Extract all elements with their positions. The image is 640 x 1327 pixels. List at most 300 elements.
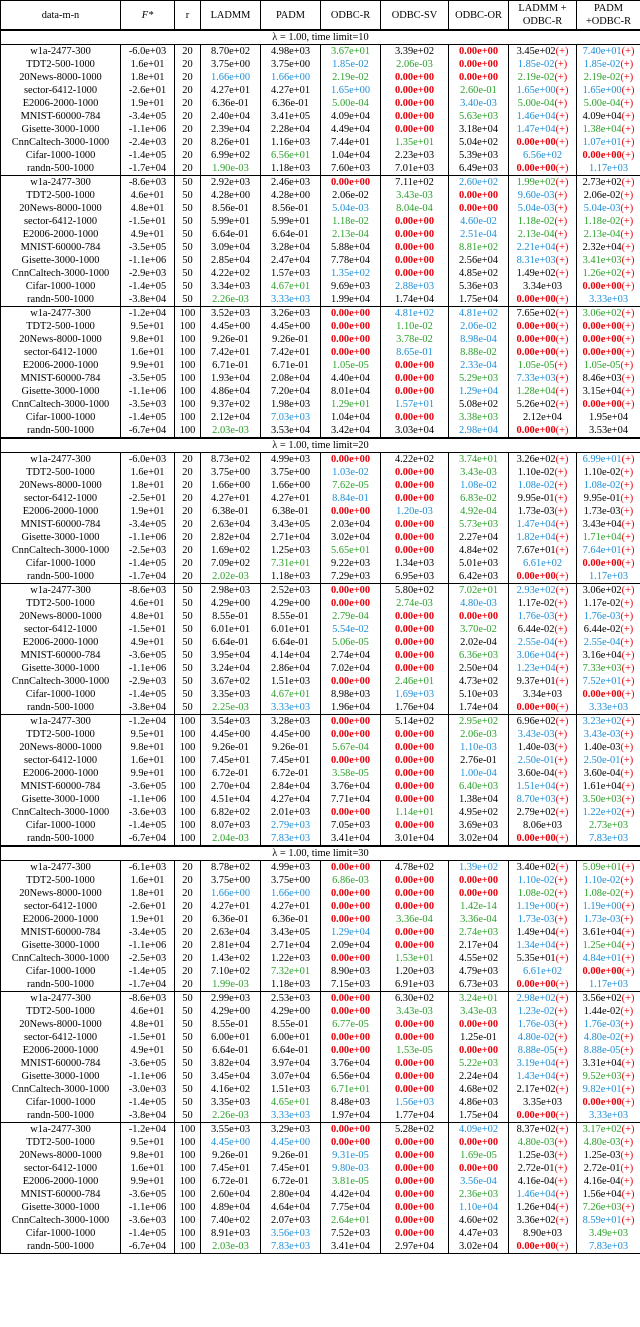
cell-dataset: w1a-2477-300 xyxy=(1,584,121,598)
cell-value: 4.27e+01 xyxy=(210,901,251,912)
cell-value: 8.55e-01 xyxy=(212,1019,249,1030)
table-row xyxy=(1,1044,640,1057)
improvement-marker: (+) xyxy=(621,321,635,332)
cell-padm-odbc-r xyxy=(577,162,640,176)
cell-value: 0.00e+00 xyxy=(330,729,371,740)
cell-value: 0.00e+00 xyxy=(330,716,371,727)
improvement-marker: (+) xyxy=(555,1110,569,1121)
section-title: λ = 1.00, time limit=30 xyxy=(1,846,640,861)
cell-ladmm-odbc-r xyxy=(509,688,577,701)
cell-fstar: -1.5e+01 xyxy=(121,623,175,636)
cell-value: 3.34e+03 xyxy=(522,281,563,292)
cell-odbc-r xyxy=(321,97,381,110)
cell-value: 0.00e+00 xyxy=(458,190,499,201)
cell-ladmm xyxy=(201,570,261,584)
table-row xyxy=(1,293,640,307)
cell-odbc-r xyxy=(321,610,381,623)
cell-value: 0.00e+00 xyxy=(394,1084,435,1095)
cell-padm xyxy=(261,754,321,767)
cell-padm xyxy=(261,662,321,675)
cell-ladmm xyxy=(201,992,261,1006)
cell-padm xyxy=(261,1123,321,1137)
improvement-marker: (+) xyxy=(555,124,569,135)
cell-rank: 20 xyxy=(175,887,201,900)
cell-odbc-sv xyxy=(381,411,449,424)
cell-value: 3.67e+01 xyxy=(330,46,371,57)
cell-dataset: randn-500-1000 xyxy=(1,424,121,438)
cell-value: 1.46e+04 xyxy=(516,111,556,122)
cell-odbc-r xyxy=(321,385,381,398)
cell-padm-odbc-r xyxy=(577,293,640,307)
cell-value: 0.00e+00 xyxy=(394,901,435,912)
cell-ladmm xyxy=(201,715,261,729)
cell-value: 0.00e+00 xyxy=(330,862,371,873)
cell-value: 6.71e-01 xyxy=(272,360,309,371)
cell-padm-odbc-r xyxy=(577,780,640,793)
cell-dataset: CnnCaltech-3000-1000 xyxy=(1,1214,121,1227)
cell-padm-odbc-r xyxy=(577,1005,640,1018)
cell-value: 4.49e+04 xyxy=(330,124,371,135)
cell-value: 0.00e+00 xyxy=(394,927,435,938)
cell-value: 1.66e+00 xyxy=(270,888,311,899)
cell-rank: 20 xyxy=(175,913,201,926)
cell-padm xyxy=(261,623,321,636)
cell-value: 0.00e+00 xyxy=(394,493,435,504)
cell-value: 3.28e+04 xyxy=(270,242,311,253)
cell-rank: 20 xyxy=(175,557,201,570)
cell-dataset: Gisette-3000-1000 xyxy=(1,123,121,136)
cell-padm xyxy=(261,97,321,110)
cell-dataset: E2006-2000-1000 xyxy=(1,97,121,110)
cell-padm-odbc-r xyxy=(577,398,640,411)
cell-rank: 20 xyxy=(175,518,201,531)
cell-value: 7.45e+01 xyxy=(270,755,311,766)
improvement-marker: (+) xyxy=(554,637,568,648)
cell-value: 3.03e+04 xyxy=(394,425,435,436)
cell-value: 2.74e+03 xyxy=(458,927,499,938)
cell-ladmm-odbc-r xyxy=(509,518,577,531)
cell-fstar: -3.5e+05 xyxy=(121,372,175,385)
cell-value: 0.00e+00 xyxy=(516,571,556,582)
improvement-marker: (+) xyxy=(620,203,634,214)
improvement-marker: (+) xyxy=(555,545,569,556)
cell-ladmm xyxy=(201,767,261,780)
cell-value: 6.64e-01 xyxy=(212,229,249,240)
table-row xyxy=(1,1240,640,1254)
cell-value: 8.91e+03 xyxy=(210,1228,251,1239)
cell-odbc-or xyxy=(449,254,509,267)
cell-value: 6.71e+01 xyxy=(330,1084,371,1095)
improvement-marker: (+) xyxy=(555,532,569,543)
cell-value: 2.60e+02 xyxy=(458,177,499,188)
table-row xyxy=(1,333,640,346)
cell-value: 7.02e+04 xyxy=(330,663,371,674)
improvement-marker: (+) xyxy=(555,399,569,410)
cell-value: 0.00e+00 xyxy=(394,98,435,109)
cell-padm xyxy=(261,992,321,1006)
cell-value: 1.47e+04 xyxy=(516,124,556,135)
cell-value: 2.84e+04 xyxy=(270,781,311,792)
cell-value: 3.60e-04 xyxy=(517,768,555,779)
cell-value: 7.02e+01 xyxy=(458,585,499,596)
cell-rank: 100 xyxy=(175,1227,201,1240)
cell-odbc-sv xyxy=(381,1044,449,1057)
cell-value: 3.16e+04 xyxy=(582,650,622,661)
cell-dataset: Cifar-1000-1000 xyxy=(1,557,121,570)
cell-value: 3.33e+03 xyxy=(270,1110,311,1121)
cell-rank: 50 xyxy=(175,1005,201,1018)
cell-value: 0.00e+00 xyxy=(458,72,499,83)
table-row xyxy=(1,424,640,438)
cell-odbc-r xyxy=(321,162,381,176)
cell-odbc-or xyxy=(449,346,509,359)
table-row xyxy=(1,307,640,321)
cell-padm-odbc-r xyxy=(577,307,640,321)
cell-ladmm-odbc-r xyxy=(509,411,577,424)
cell-rank: 100 xyxy=(175,1175,201,1188)
cell-padm xyxy=(261,110,321,123)
improvement-marker: (+) xyxy=(620,480,634,491)
cell-value: 7.26e+03 xyxy=(582,1202,622,1213)
cell-value: 3.58e-05 xyxy=(332,768,369,779)
cell-value: 2.98e+02 xyxy=(516,993,556,1004)
cell-value: 1.77e+04 xyxy=(394,1110,435,1121)
table-row xyxy=(1,241,640,254)
cell-odbc-r xyxy=(321,570,381,584)
improvement-marker: (+) xyxy=(620,729,634,740)
improvement-marker: (+) xyxy=(555,1084,569,1095)
cell-value: 6.56e+02 xyxy=(522,150,563,161)
cell-value: 0.00e+00 xyxy=(394,1202,435,1213)
cell-value: 0.00e+00 xyxy=(516,979,556,990)
cell-odbc-r xyxy=(321,926,381,939)
cell-dataset: TDT2-500-1000 xyxy=(1,466,121,479)
cell-dataset: 20News-8000-1000 xyxy=(1,71,121,84)
cell-ladmm xyxy=(201,1096,261,1109)
header-fstar xyxy=(121,1,175,31)
cell-value: 1.10e-02 xyxy=(517,467,555,478)
cell-padm-odbc-r xyxy=(577,832,640,846)
cell-value: 0.00e+00 xyxy=(330,585,371,596)
cell-ladmm-odbc-r xyxy=(509,136,577,149)
cell-value: 3.36e+02 xyxy=(516,1215,556,1226)
cell-value: 3.75e+00 xyxy=(210,875,251,886)
cell-padm xyxy=(261,570,321,584)
cell-ladmm-odbc-r xyxy=(509,780,577,793)
improvement-marker: (+) xyxy=(621,281,635,292)
cell-value: 0.00e+00 xyxy=(582,281,622,292)
cell-padm xyxy=(261,162,321,176)
improvement-marker: (+) xyxy=(555,650,569,661)
improvement-marker: (+) xyxy=(621,177,635,188)
cell-value: 8.84e-01 xyxy=(332,493,369,504)
cell-ladmm xyxy=(201,900,261,913)
cell-odbc-sv xyxy=(381,280,449,293)
cell-value: 2.06e-02 xyxy=(460,321,497,332)
cell-value: 7.64e+01 xyxy=(582,545,622,556)
cell-padm-odbc-r xyxy=(577,819,640,832)
cell-padm xyxy=(261,215,321,228)
cell-ladmm xyxy=(201,1175,261,1188)
cell-odbc-r xyxy=(321,874,381,887)
cell-odbc-or xyxy=(449,492,509,505)
cell-ladmm xyxy=(201,228,261,241)
cell-padm-odbc-r xyxy=(577,1227,640,1240)
improvement-marker: (+) xyxy=(554,216,568,227)
improvement-marker: (+) xyxy=(620,506,634,517)
cell-value: 4.27e+01 xyxy=(270,493,311,504)
cell-fstar: 1.6e+01 xyxy=(121,58,175,71)
cell-ladmm-odbc-r xyxy=(509,570,577,584)
header-row xyxy=(1,1,640,31)
cell-value: 2.26e-03 xyxy=(212,1110,249,1121)
improvement-marker: (+) xyxy=(621,532,635,543)
cell-dataset: Gisette-3000-1000 xyxy=(1,793,121,806)
cell-ladmm-odbc-r xyxy=(509,1018,577,1031)
cell-ladmm xyxy=(201,952,261,965)
cell-odbc-r xyxy=(321,228,381,241)
cell-value: 2.19e-02 xyxy=(517,72,555,83)
improvement-marker: (+) xyxy=(621,85,635,96)
cell-value: 0.00e+00 xyxy=(394,1071,435,1082)
cell-ladmm-odbc-r xyxy=(509,1227,577,1240)
cell-padm-odbc-r xyxy=(577,97,640,110)
cell-dataset: randn-500-1000 xyxy=(1,1240,121,1254)
cell-ladmm xyxy=(201,202,261,215)
cell-fstar: -1.4e+05 xyxy=(121,557,175,570)
cell-odbc-sv xyxy=(381,544,449,557)
cell-padm-odbc-r xyxy=(577,424,640,438)
cell-value: 3.06e+04 xyxy=(516,650,556,661)
cell-rank: 20 xyxy=(175,531,201,544)
cell-value: 1.00e-04 xyxy=(460,768,497,779)
cell-value: 2.93e+02 xyxy=(516,585,556,596)
cell-padm-odbc-r xyxy=(577,215,640,228)
cell-value: 5.04e+02 xyxy=(458,137,499,148)
cell-value: 1.96e+04 xyxy=(330,702,371,713)
cell-ladmm xyxy=(201,466,261,479)
cell-ladmm-odbc-r xyxy=(509,1031,577,1044)
cell-rank: 20 xyxy=(175,978,201,992)
cell-odbc-sv xyxy=(381,1136,449,1149)
cell-fstar: -1.7e+04 xyxy=(121,978,175,992)
cell-rank: 100 xyxy=(175,372,201,385)
cell-value: 7.83e+03 xyxy=(588,833,629,844)
improvement-marker: (+) xyxy=(621,862,635,873)
cell-ladmm xyxy=(201,123,261,136)
cell-padm-odbc-r xyxy=(577,1096,640,1109)
cell-dataset: TDT2-500-1000 xyxy=(1,58,121,71)
cell-ladmm-odbc-r xyxy=(509,887,577,900)
cell-ladmm-odbc-r xyxy=(509,492,577,505)
cell-value: 4.47e+03 xyxy=(458,1228,499,1239)
cell-value: 5.09e+01 xyxy=(582,862,622,873)
cell-value: 6.56e+01 xyxy=(270,150,311,161)
cell-odbc-or xyxy=(449,359,509,372)
cell-odbc-sv xyxy=(381,293,449,307)
cell-value: 4.40e+04 xyxy=(330,373,371,384)
cell-value: 8.88e-02 xyxy=(460,347,497,358)
cell-value: 4.29e+00 xyxy=(270,598,311,609)
cell-odbc-sv xyxy=(381,84,449,97)
cell-rank: 50 xyxy=(175,267,201,280)
cell-value: 8.88e-05 xyxy=(517,1045,555,1056)
cell-value: 1.38e+04 xyxy=(458,794,499,805)
cell-value: 2.70e+04 xyxy=(210,781,251,792)
cell-ladmm xyxy=(201,346,261,359)
cell-odbc-or xyxy=(449,1240,509,1254)
cell-value: 0.00e+00 xyxy=(394,1019,435,1030)
cell-value: 2.50e+04 xyxy=(458,663,499,674)
cell-odbc-sv xyxy=(381,1096,449,1109)
header-ladmm-odbc-r: LADMM + ODBC-R xyxy=(509,1,577,31)
cell-value: 1.40e-03 xyxy=(517,742,555,753)
cell-value: 1.76e-03 xyxy=(517,611,555,622)
cell-value: 4.60e-02 xyxy=(460,216,497,227)
cell-fstar: -1.4e+05 xyxy=(121,149,175,162)
cell-value: 0.00e+00 xyxy=(394,781,435,792)
cell-value: 1.18e+03 xyxy=(270,979,311,990)
cell-odbc-r xyxy=(321,1096,381,1109)
cell-ladmm-odbc-r xyxy=(509,584,577,598)
cell-odbc-r xyxy=(321,1175,381,1188)
cell-value: 5.06e-05 xyxy=(332,637,369,648)
cell-ladmm xyxy=(201,280,261,293)
cell-value: 0.00e+00 xyxy=(394,875,435,886)
cell-odbc-or xyxy=(449,819,509,832)
cell-fstar: -2.5e+03 xyxy=(121,544,175,557)
cell-odbc-or xyxy=(449,610,509,623)
cell-odbc-sv xyxy=(381,307,449,321)
cell-fstar: -8.6e+03 xyxy=(121,176,175,190)
cell-value: 8.65e-01 xyxy=(396,347,433,358)
cell-value: 1.53e-05 xyxy=(396,1045,433,1056)
cell-padm xyxy=(261,254,321,267)
cell-value: 4.27e+01 xyxy=(210,493,251,504)
cell-value: 1.46e+04 xyxy=(516,1189,556,1200)
cell-padm-odbc-r xyxy=(577,84,640,97)
cell-value: 2.81e+04 xyxy=(210,940,251,951)
improvement-marker: (+) xyxy=(621,1202,635,1213)
cell-odbc-or xyxy=(449,110,509,123)
cell-padm-odbc-r xyxy=(577,518,640,531)
cell-fstar: 4.6e+01 xyxy=(121,1005,175,1018)
cell-odbc-sv xyxy=(381,584,449,598)
cell-value: 2.07e+03 xyxy=(270,1215,311,1226)
table-row xyxy=(1,610,640,623)
cell-value: 3.09e+04 xyxy=(210,242,251,253)
cell-value: 3.43e-03 xyxy=(583,729,621,740)
improvement-marker: (+) xyxy=(554,493,568,504)
cell-fstar: 1.9e+01 xyxy=(121,505,175,518)
cell-odbc-r xyxy=(321,1149,381,1162)
cell-value: 1.99e+04 xyxy=(330,294,371,305)
cell-dataset: w1a-2477-300 xyxy=(1,1123,121,1137)
cell-rank: 50 xyxy=(175,675,201,688)
table-row xyxy=(1,926,640,939)
cell-value: 9.31e-05 xyxy=(332,1150,369,1161)
cell-value: 3.33e+03 xyxy=(270,702,311,713)
cell-padm-odbc-r xyxy=(577,767,640,780)
cell-value: 6.72e-01 xyxy=(212,768,249,779)
cell-value: 3.43e-03 xyxy=(396,190,433,201)
cell-dataset: Gisette-3000-1000 xyxy=(1,939,121,952)
cell-value: 2.72e-01 xyxy=(517,1163,555,1174)
cell-fstar: 1.8e+01 xyxy=(121,71,175,84)
cell-value: 2.56e+04 xyxy=(458,255,499,266)
improvement-marker: (+) xyxy=(554,1045,568,1056)
cell-odbc-sv xyxy=(381,346,449,359)
cell-value: 0.00e+00 xyxy=(394,360,435,371)
cell-value: 0.00e+00 xyxy=(394,386,435,397)
cell-padm-odbc-r xyxy=(577,544,640,557)
table-row xyxy=(1,715,640,729)
header-dataset: data-m-n xyxy=(1,1,121,31)
cell-value: 2.25e-03 xyxy=(212,702,249,713)
cell-padm-odbc-r xyxy=(577,531,640,544)
cell-padm xyxy=(261,544,321,557)
cell-value: 2.80e+04 xyxy=(270,1189,311,1200)
cell-rank: 100 xyxy=(175,307,201,321)
cell-value: 2.17e+04 xyxy=(458,940,499,951)
cell-odbc-r xyxy=(321,1123,381,1137)
cell-padm xyxy=(261,1149,321,1162)
cell-value: 2.12e+04 xyxy=(210,412,251,423)
cell-ladmm xyxy=(201,701,261,715)
improvement-marker: (+) xyxy=(555,255,569,266)
improvement-marker: (+) xyxy=(621,399,635,410)
improvement-marker: (+) xyxy=(621,1058,635,1069)
improvement-marker: (+) xyxy=(620,1150,634,1161)
cell-ladmm xyxy=(201,544,261,557)
cell-fstar: -3.4e+05 xyxy=(121,926,175,939)
cell-rank: 100 xyxy=(175,728,201,741)
cell-ladmm xyxy=(201,307,261,321)
cell-dataset: w1a-2477-300 xyxy=(1,861,121,875)
table-row xyxy=(1,861,640,875)
cell-value: 2.86e+04 xyxy=(270,663,311,674)
cell-value: 1.03e-02 xyxy=(332,467,369,478)
cell-odbc-sv xyxy=(381,176,449,190)
cell-dataset: Gisette-3000-1000 xyxy=(1,662,121,675)
cell-rank: 100 xyxy=(175,767,201,780)
cell-value: 7.75e+04 xyxy=(330,1202,371,1213)
cell-value: 3.75e+00 xyxy=(270,467,311,478)
cell-value: 1.23e-02 xyxy=(517,1006,555,1017)
cell-odbc-sv xyxy=(381,610,449,623)
table-row xyxy=(1,123,640,136)
cell-value: 5.99e+01 xyxy=(210,216,251,227)
cell-padm-odbc-r xyxy=(577,1070,640,1083)
cell-padm-odbc-r xyxy=(577,649,640,662)
improvement-marker: (+) xyxy=(621,716,635,727)
cell-dataset: E2006-2000-1000 xyxy=(1,636,121,649)
cell-value: 0.00e+00 xyxy=(330,1137,371,1148)
cell-value: 3.43e+04 xyxy=(582,519,622,530)
table-row xyxy=(1,557,640,570)
cell-value: 4.09e+04 xyxy=(582,111,622,122)
cell-odbc-or xyxy=(449,675,509,688)
cell-value: 4.67e+01 xyxy=(270,281,311,292)
cell-odbc-or xyxy=(449,1083,509,1096)
cell-value: 6.61e+02 xyxy=(522,966,563,977)
cell-dataset: w1a-2477-300 xyxy=(1,453,121,467)
cell-fstar: 9.5e+01 xyxy=(121,320,175,333)
cell-ladmm xyxy=(201,1188,261,1201)
cell-odbc-or xyxy=(449,453,509,467)
cell-value: 7.40e+01 xyxy=(582,46,622,57)
cell-odbc-sv xyxy=(381,570,449,584)
